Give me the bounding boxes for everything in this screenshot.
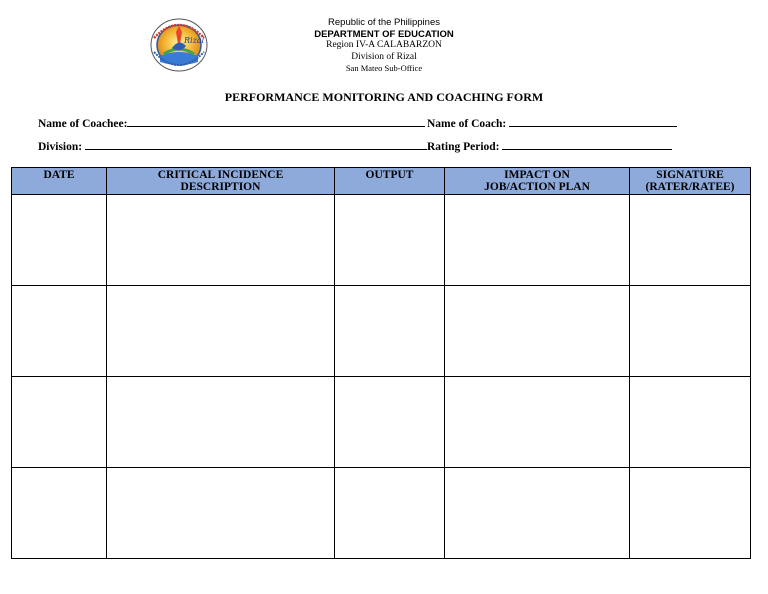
description-cell[interactable] xyxy=(107,286,335,377)
signature-cell[interactable] xyxy=(630,468,751,559)
coachee-line[interactable] xyxy=(127,116,425,127)
output-cell[interactable] xyxy=(335,377,445,468)
date-cell[interactable] xyxy=(12,468,107,559)
date-cell[interactable] xyxy=(12,286,107,377)
description-cell[interactable] xyxy=(107,377,335,468)
seal-text: Rizal xyxy=(184,36,205,45)
column-header-impact: IMPACT ON JOB/ACTION PLAN xyxy=(445,168,630,195)
impact-cell[interactable] xyxy=(445,195,630,286)
impact-cell[interactable] xyxy=(445,286,630,377)
column-header-critical-incidence: CRITICAL INCIDENCE DESCRIPTION xyxy=(107,168,335,195)
signature-cell[interactable] xyxy=(630,286,751,377)
rating-period-label: Rating Period: xyxy=(427,141,500,153)
republic-line: Republic of the Philippines xyxy=(328,17,440,28)
output-cell[interactable] xyxy=(335,195,445,286)
column-header-signature: SIGNATURE (RATER/RATEE) xyxy=(630,168,751,195)
output-cell[interactable] xyxy=(335,468,445,559)
table-row xyxy=(12,195,751,286)
signature-cell[interactable] xyxy=(630,195,751,286)
coach-field[interactable] xyxy=(427,116,677,130)
column-header-date: DATE xyxy=(12,168,107,195)
division-line-blank[interactable] xyxy=(85,139,427,150)
rating-period-field[interactable] xyxy=(427,139,672,153)
table-row xyxy=(12,286,751,377)
region-line: Region IV-A CALABARZON xyxy=(326,40,442,50)
coach-line[interactable] xyxy=(509,116,677,127)
division-field[interactable] xyxy=(38,139,427,153)
impact-cell[interactable] xyxy=(445,377,630,468)
division-line: Division of Rizal xyxy=(351,51,417,62)
coachee-label: Name of Coachee: xyxy=(38,118,128,130)
division-label: Division: xyxy=(38,141,83,153)
table-row xyxy=(12,377,751,468)
deped-rizal-seal-logo xyxy=(150,18,208,72)
coachee-field[interactable] xyxy=(38,116,425,130)
description-cell[interactable] xyxy=(107,468,335,559)
description-cell[interactable] xyxy=(107,195,335,286)
rating-period-line[interactable] xyxy=(502,139,672,150)
table-header-row xyxy=(12,168,751,195)
form-title: PERFORMANCE MONITORING AND COACHING FORM xyxy=(224,90,544,104)
impact-cell[interactable] xyxy=(445,468,630,559)
signature-cell[interactable] xyxy=(630,377,751,468)
coaching-table xyxy=(11,167,751,559)
table-row xyxy=(12,468,751,559)
output-cell[interactable] xyxy=(335,286,445,377)
coach-label: Name of Coach: xyxy=(427,118,507,130)
column-header-output: OUTPUT xyxy=(335,168,445,195)
sub-office-line: San Mateo Sub-Office xyxy=(345,63,423,73)
department-line: DEPARTMENT OF EDUCATION xyxy=(314,28,454,40)
letterhead xyxy=(234,17,534,75)
date-cell[interactable] xyxy=(12,195,107,286)
date-cell[interactable] xyxy=(12,377,107,468)
